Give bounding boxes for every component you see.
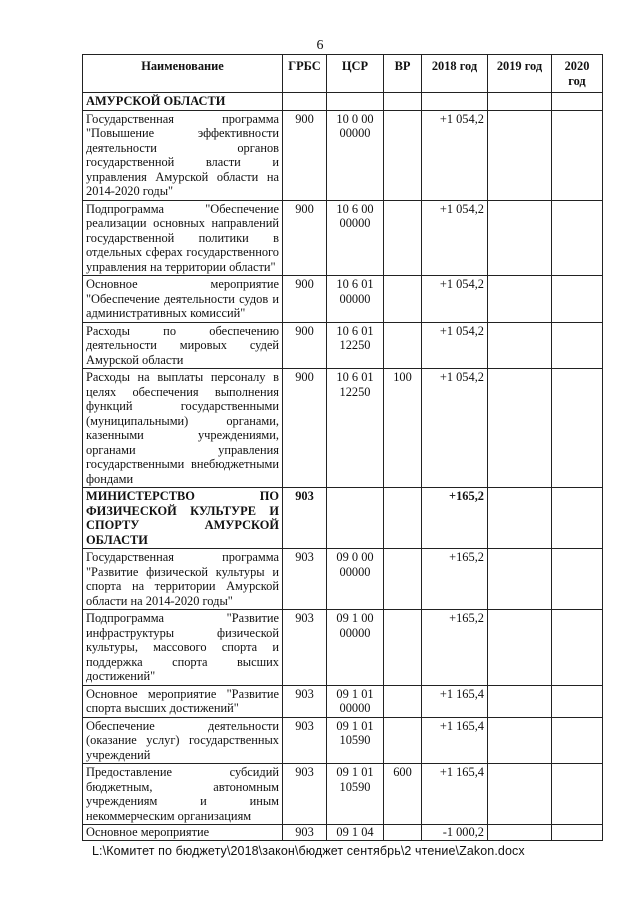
cell-y2018: -1 000,2	[422, 825, 488, 841]
cell-vr	[384, 322, 422, 369]
cell-csr: 09 1 00 00000	[327, 610, 384, 686]
cell-y2020	[552, 764, 603, 825]
cell-y2019	[488, 685, 552, 717]
cell-csr: 09 1 01 10590	[327, 717, 384, 764]
header-2019: 2019 год	[488, 55, 552, 93]
cell-csr: 10 6 00 00000	[327, 200, 384, 276]
cell-y2020	[552, 200, 603, 276]
cell-csr: 10 6 01 12250	[327, 369, 384, 488]
table-row	[83, 488, 603, 549]
cell-grbs: 903	[283, 764, 327, 825]
cell-y2018: +1 054,2	[422, 322, 488, 369]
cell-vr	[384, 488, 422, 549]
table-row	[83, 685, 603, 717]
cell-csr: 09 1 01 00000	[327, 685, 384, 717]
cell-vr	[384, 93, 422, 111]
cell-name: Подпрограмма "Развитие инфраструктуры физической культуры, массового спорта и поддержка спорта высших достижений"	[83, 610, 283, 686]
cell-y2018: +165,2	[422, 549, 488, 610]
cell-vr	[384, 200, 422, 276]
table-row	[83, 93, 603, 111]
cell-y2018: +1 165,4	[422, 764, 488, 825]
cell-y2019	[488, 369, 552, 488]
cell-y2020	[552, 685, 603, 717]
cell-grbs	[283, 93, 327, 111]
cell-grbs: 900	[283, 369, 327, 488]
cell-y2019	[488, 549, 552, 610]
cell-name: Расходы на выплаты персоналу в целях обеспечения выполнения функций государственными (муниципальными) органами, казенными учреждениями, органами управления государственными внебюджетными фондами	[83, 369, 283, 488]
cell-y2020	[552, 322, 603, 369]
cell-y2019	[488, 93, 552, 111]
cell-name: Предоставление субсидий бюджетным, автономным учреждениям и иным некоммерческим организациям	[83, 764, 283, 825]
cell-grbs: 900	[283, 200, 327, 276]
cell-grbs: 900	[283, 322, 327, 369]
cell-vr	[384, 549, 422, 610]
cell-y2019	[488, 200, 552, 276]
cell-vr	[384, 717, 422, 764]
cell-name: Основное мероприятие	[83, 825, 283, 841]
cell-grbs: 903	[283, 717, 327, 764]
cell-name: Обеспечение деятельности (оказание услуг) государственных учреждений	[83, 717, 283, 764]
cell-name: Государственная программа "Повышение эффективности деятельности органов государственной власти и управления Амурской области на 2014-2020 годы"	[83, 110, 283, 200]
cell-y2020	[552, 276, 603, 323]
cell-y2018: +1 054,2	[422, 276, 488, 323]
cell-vr	[384, 685, 422, 717]
cell-y2020	[552, 610, 603, 686]
header-name: Наименование	[83, 55, 283, 93]
table-row	[83, 764, 603, 825]
cell-y2018: +1 054,2	[422, 369, 488, 488]
cell-grbs: 903	[283, 685, 327, 717]
table-row	[83, 610, 603, 686]
cell-y2019	[488, 488, 552, 549]
budget-table	[82, 54, 603, 841]
cell-name: Основное мероприятие "Обеспечение деятельности судов и административных комиссий"	[83, 276, 283, 323]
cell-csr: 10 0 00 00000	[327, 110, 384, 200]
table-row	[83, 717, 603, 764]
cell-csr: 10 6 01 12250	[327, 322, 384, 369]
cell-vr	[384, 610, 422, 686]
table-row	[83, 276, 603, 323]
header-vr: ВР	[384, 55, 422, 93]
cell-y2020	[552, 93, 603, 111]
table-row	[83, 322, 603, 369]
cell-grbs: 900	[283, 110, 327, 200]
cell-y2020	[552, 549, 603, 610]
cell-vr: 600	[384, 764, 422, 825]
table-row	[83, 549, 603, 610]
cell-vr	[384, 276, 422, 323]
cell-name: Основное мероприятие "Развитие спорта высших достижений"	[83, 685, 283, 717]
cell-grbs: 903	[283, 549, 327, 610]
file-path-footer: L:\Комитет по бюджету\2018\закон\бюджет сентябрь\2 чтение\Zakon.docx	[92, 844, 525, 858]
cell-name: Расходы по обеспечению деятельности мировых судей Амурской области	[83, 322, 283, 369]
cell-y2018: +165,2	[422, 488, 488, 549]
cell-y2018: +1 165,4	[422, 685, 488, 717]
cell-vr	[384, 825, 422, 841]
cell-y2019	[488, 825, 552, 841]
header-2018: 2018 год	[422, 55, 488, 93]
cell-y2020	[552, 110, 603, 200]
cell-y2018: +1 054,2	[422, 110, 488, 200]
table-row	[83, 825, 603, 841]
table-row	[83, 110, 603, 200]
cell-csr: 10 6 01 00000	[327, 276, 384, 323]
cell-y2019	[488, 322, 552, 369]
header-csr: ЦСР	[327, 55, 384, 93]
table-header-row	[83, 55, 603, 93]
cell-name: Государственная программа "Развитие физической культуры и спорта на территории Амурской области на 2014-2020 годы"	[83, 549, 283, 610]
cell-y2018: +1 165,4	[422, 717, 488, 764]
cell-grbs: 900	[283, 276, 327, 323]
cell-y2020	[552, 488, 603, 549]
cell-y2019	[488, 276, 552, 323]
cell-y2018: +1 054,2	[422, 200, 488, 276]
cell-name: МИНИСТЕРСТВО ПО ФИЗИЧЕСКОЙ КУЛЬТУРЕ И СПОРТУ АМУРСКОЙ ОБЛАСТИ	[83, 488, 283, 549]
cell-vr	[384, 110, 422, 200]
cell-y2020	[552, 825, 603, 841]
page-number: 6	[316, 38, 324, 53]
cell-y2019	[488, 110, 552, 200]
header-2020: 2020 год	[552, 55, 603, 93]
cell-y2019	[488, 717, 552, 764]
cell-csr	[327, 93, 384, 111]
cell-y2020	[552, 717, 603, 764]
cell-csr: 09 1 04	[327, 825, 384, 841]
cell-y2018	[422, 93, 488, 111]
cell-y2020	[552, 369, 603, 488]
cell-y2018: +165,2	[422, 610, 488, 686]
cell-y2019	[488, 610, 552, 686]
cell-name: АМУРСКОЙ ОБЛАСТИ	[83, 93, 283, 111]
cell-csr	[327, 488, 384, 549]
cell-vr: 100	[384, 369, 422, 488]
cell-csr: 09 0 00 00000	[327, 549, 384, 610]
cell-grbs: 903	[283, 825, 327, 841]
cell-csr: 09 1 01 10590	[327, 764, 384, 825]
cell-grbs: 903	[283, 610, 327, 686]
header-grbs: ГРБС	[283, 55, 327, 93]
table-row	[83, 200, 603, 276]
table-row	[83, 369, 603, 488]
cell-name: Подпрограмма "Обеспечение реализации основных направлений государственной политики в отдельных сферах государственного управления на территории области"	[83, 200, 283, 276]
cell-y2019	[488, 764, 552, 825]
cell-grbs: 903	[283, 488, 327, 549]
